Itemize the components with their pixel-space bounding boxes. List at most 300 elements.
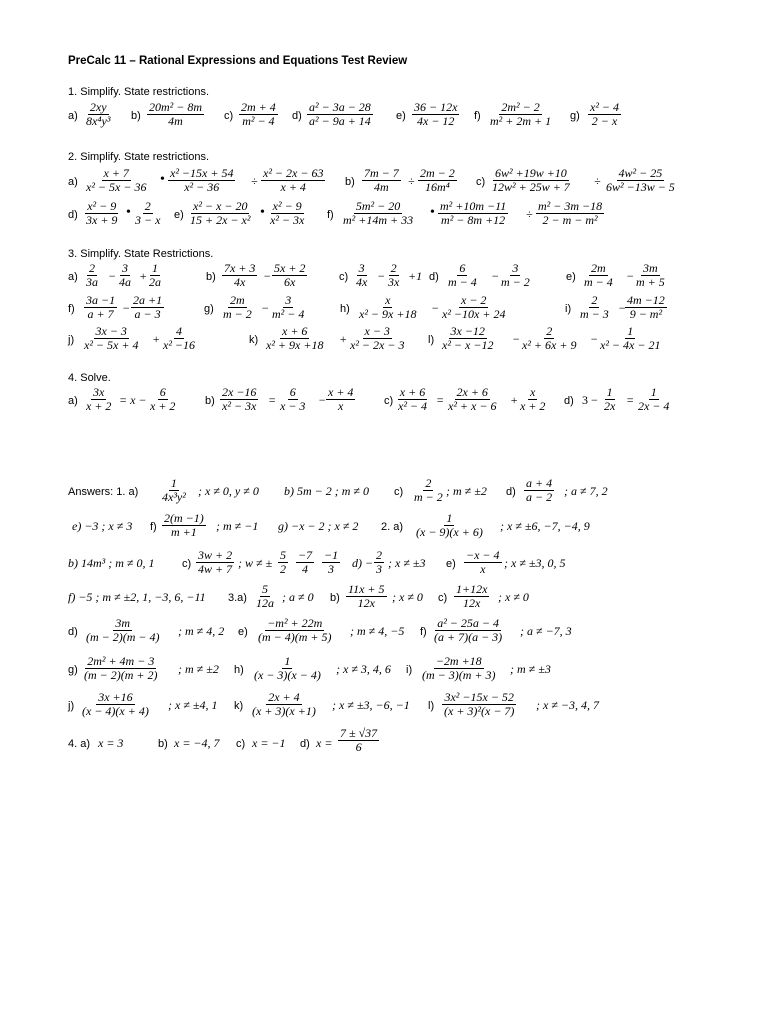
numerator: x² −15x + 54 xyxy=(170,166,234,180)
ans-2c-restriction: ; w ≠ ± xyxy=(238,556,273,570)
section-1-heading: 1. Simplify. State restrictions. xyxy=(68,86,210,98)
q2e-fraction-2 xyxy=(268,200,306,226)
denominator: x − 3 xyxy=(280,398,306,413)
ans-1b: b) 5m − 2 ; m ≠ 0 xyxy=(284,484,370,498)
minus-sign: − xyxy=(122,301,131,315)
numerator: 3x +16 xyxy=(98,690,133,704)
divide-sign: ÷ xyxy=(408,174,415,188)
ans-3g-restriction: ; m ≠ ±2 xyxy=(178,662,219,676)
numerator: 2x + 4 xyxy=(268,690,300,704)
numerator: 7x + 3 xyxy=(224,261,256,275)
denominator: 3 xyxy=(328,561,335,576)
ans-label-3g: g) xyxy=(68,664,78,676)
numerator: 1 xyxy=(170,476,177,490)
q2c-fraction-2 xyxy=(604,167,677,193)
numerator: x + 4 xyxy=(328,385,354,399)
denominator: m − 4 xyxy=(448,274,477,289)
numerator: 1 xyxy=(284,654,291,668)
denominator: x + 2 xyxy=(520,398,546,413)
ans-3f-fraction xyxy=(432,617,504,643)
ans-2b: b) 14m³ ; m ≠ 0, 1 xyxy=(68,556,155,570)
q4d-fraction-2 xyxy=(636,386,671,412)
numerator: x² − x − 20 xyxy=(193,199,248,213)
denominator: (x − 3)(x − 4) xyxy=(254,667,321,682)
denominator: m +1 xyxy=(171,524,197,539)
ans-3k-fraction xyxy=(250,691,318,717)
q4c-fraction-1 xyxy=(396,386,429,412)
numerator: x xyxy=(385,293,391,307)
q3a-fraction-3 xyxy=(147,262,163,288)
denominator: 4x xyxy=(234,274,246,289)
numerator: 3 xyxy=(358,261,365,275)
q3d-fraction-1 xyxy=(446,262,479,288)
ans-4a: x = 3 xyxy=(98,736,124,750)
numerator: 3m xyxy=(643,261,658,275)
q3d-fraction-2 xyxy=(499,262,532,288)
denominator: x² + 6x + 9 xyxy=(522,337,577,352)
q1d-fraction xyxy=(307,101,373,127)
numerator: 2 xyxy=(390,261,397,275)
numerator: 2 xyxy=(376,548,382,562)
denominator: m − 2 xyxy=(501,274,530,289)
ans-3i-fraction xyxy=(420,655,498,681)
q2-label-c: c) xyxy=(476,176,486,188)
numerator: 3 xyxy=(285,293,292,307)
numerator: 2 xyxy=(425,476,432,490)
ans-3j-fraction xyxy=(80,691,151,717)
numerator: 3a −1 xyxy=(86,293,116,307)
ans-1a-restriction: ; x ≠ 0, y ≠ 0 xyxy=(198,484,259,498)
numerator: 4m −12 xyxy=(627,293,665,307)
answers-heading: Answers: 1. a) xyxy=(68,486,139,498)
ans-4d-fraction xyxy=(338,727,379,753)
q2-label-e: e) xyxy=(174,209,184,221)
numerator: 1 xyxy=(650,385,657,399)
denominator: x² − 3x xyxy=(222,398,257,413)
q2d-fraction-2 xyxy=(133,200,162,226)
ans-1a-fraction xyxy=(160,477,188,503)
denominator: (m − 4)(m + 5) xyxy=(258,629,332,644)
denominator: x² − 5x + 4 xyxy=(84,337,139,352)
numerator: 2 xyxy=(591,293,598,307)
ans-3d-fraction xyxy=(84,617,162,643)
ans-label-3k: k) xyxy=(234,700,244,712)
numerator: 2a +1 xyxy=(133,293,163,307)
multiply-dot: • xyxy=(260,205,265,220)
numerator: 5 xyxy=(262,582,268,596)
denominator: 6x xyxy=(284,274,296,289)
numerator: 5m² − 20 xyxy=(355,199,401,213)
minus-sign: − xyxy=(512,332,521,346)
numerator: 6 xyxy=(289,385,296,399)
q2a-fraction-1 xyxy=(84,167,148,193)
denominator: 4m xyxy=(168,113,183,128)
q3e-fraction-1 xyxy=(582,262,615,288)
minus-sign: − xyxy=(377,269,386,283)
q2f-fraction-1 xyxy=(341,200,415,226)
denominator: a² − 9a + 14 xyxy=(309,113,371,128)
q1-label-b: b) xyxy=(131,110,141,122)
denominator: 2x xyxy=(604,398,616,413)
denominator: x² − 4 xyxy=(398,398,428,413)
ans-3b-fraction xyxy=(346,583,387,609)
multiply-dot: • xyxy=(430,205,435,220)
numerator: 4 xyxy=(176,324,183,338)
numerator: 1 xyxy=(152,261,158,275)
ans-label-3f: f) xyxy=(420,626,427,638)
denominator: 12w² + 25w + 7 xyxy=(492,179,570,194)
q4-label-b: b) xyxy=(205,395,215,407)
numerator: −x − 4 xyxy=(466,548,500,562)
numerator: 2m − 2 xyxy=(420,166,455,180)
ans-1f-restriction: ; m ≠ −1 xyxy=(216,519,259,533)
numerator: x + 6 xyxy=(399,385,426,399)
minus-sign: − xyxy=(263,269,272,283)
denominator: a + 7 xyxy=(87,306,114,321)
minus-sign: − xyxy=(618,301,627,315)
q3-label-f: f) xyxy=(68,303,75,315)
ans-1e: e) −3 ; x ≠ 3 xyxy=(72,519,133,533)
multiply-dot: • xyxy=(126,205,131,220)
ans-label-4b: b) xyxy=(158,738,168,750)
denominator: 2a xyxy=(149,274,161,289)
denominator: 15 + 2x − x² xyxy=(190,212,251,227)
plus-sign: + xyxy=(152,332,161,346)
q3c-fraction-1 xyxy=(354,262,369,288)
numerator: x² − 2x − 63 xyxy=(263,166,324,180)
q3a-fraction-2 xyxy=(117,262,133,288)
q4-label-a: a) xyxy=(68,395,78,407)
numerator: 2x + 6 xyxy=(456,385,488,399)
denominator: m² − 8m +12 xyxy=(441,212,506,227)
numerator: m² +10m −11 xyxy=(440,199,507,213)
numerator: −2m +18 xyxy=(435,654,482,668)
plus-sign: + xyxy=(510,393,519,407)
ans-3a-fraction xyxy=(254,583,276,609)
ans-3l-fraction xyxy=(442,691,516,717)
denominator: 3 − x xyxy=(135,212,161,227)
q3h-fraction-2 xyxy=(440,294,507,320)
q2f-fraction-2 xyxy=(438,200,508,226)
ans-3c-restriction: ; x ≠ 0 xyxy=(498,590,529,604)
numerator: 5 xyxy=(280,548,286,562)
q4a-fraction-1 xyxy=(84,386,113,412)
denominator: m² +14m + 33 xyxy=(343,212,414,227)
ans-3e-restriction: ; m ≠ 4, −5 xyxy=(350,624,405,638)
q3c-fraction-2 xyxy=(386,262,401,288)
q1b-fraction xyxy=(147,101,204,127)
plus-sign: + xyxy=(339,332,348,346)
numerator: 2m + 4 xyxy=(241,100,276,114)
ans-1g: g) −x − 2 ; x ≠ 2 xyxy=(278,519,359,533)
denominator: m + 5 xyxy=(636,274,665,289)
numerator: 7 ± √37 xyxy=(340,726,378,740)
numerator: 3 xyxy=(512,261,519,275)
ans-label-2c: c) xyxy=(182,558,192,570)
numerator: 2m² − 2 xyxy=(501,100,540,114)
denominator: x² −10x + 24 xyxy=(442,306,506,321)
denominator: 4 xyxy=(302,561,309,576)
denominator: x² −16 xyxy=(163,337,196,352)
numerator: x² − 9 xyxy=(87,199,117,213)
q3-label-c: c) xyxy=(339,271,349,283)
q2b-fraction-1 xyxy=(362,167,401,193)
divide-sign: ÷ xyxy=(526,207,533,221)
denominator: m − 2 xyxy=(414,489,443,504)
ans-label-4c: c) xyxy=(236,738,246,750)
q2a-fraction-2 xyxy=(168,167,235,193)
q4b-equals: = xyxy=(268,393,277,407)
numerator: x xyxy=(530,385,536,399)
denominator: x xyxy=(480,561,486,576)
denominator: x² + x − 6 xyxy=(448,398,497,413)
q2d-fraction-1 xyxy=(84,200,119,226)
q4d-prefix: 3 − xyxy=(582,393,598,407)
numerator: 3 xyxy=(122,261,128,275)
q3g-fraction-1 xyxy=(221,294,254,320)
ans-label-2a: 2. a) xyxy=(381,521,404,533)
numerator: 2m xyxy=(591,261,606,275)
ans-label-3l: l) xyxy=(428,700,435,712)
ans-label-c: c) xyxy=(394,486,404,498)
denominator: m² − 4 xyxy=(272,306,305,321)
ans-3k-restriction: ; x ≠ ±3, −6, −1 xyxy=(332,698,410,712)
q3k-fraction-1 xyxy=(264,325,325,351)
q3-label-h: h) xyxy=(340,303,350,315)
q3f-fraction-2 xyxy=(131,294,164,320)
denominator: 3x + 9 xyxy=(86,212,118,227)
denominator: 4m xyxy=(374,179,389,194)
q4b-fraction-2 xyxy=(278,386,307,412)
ans-1c-restriction: ; m ≠ ±2 xyxy=(446,484,487,498)
q2-label-d: d) xyxy=(68,209,78,221)
ans-3i-restriction: ; m ≠ ±3 xyxy=(510,662,551,676)
q3i-fraction-2 xyxy=(625,294,667,320)
ans-1f-fraction xyxy=(162,512,206,538)
denominator: 4w + 7 xyxy=(198,561,233,576)
q3a-fraction-1 xyxy=(84,262,100,288)
q2-label-a: a) xyxy=(68,176,78,188)
ans-2a-fraction xyxy=(414,512,485,538)
denominator: (x + 3)²(x − 7) xyxy=(444,703,515,718)
ans-label-3b: b) xyxy=(330,592,340,604)
section-2-heading: 2. Simplify. State restrictions. xyxy=(68,151,210,163)
q3e-fraction-2 xyxy=(634,262,667,288)
numerator: m² − 3m −18 xyxy=(538,199,603,213)
q1-label-d: d) xyxy=(292,110,302,122)
denominator: m² + 2m + 1 xyxy=(490,113,552,128)
ans-label-3d: d) xyxy=(68,626,78,638)
denominator: x² + 9x +18 xyxy=(266,337,324,352)
numerator: 2x −16 xyxy=(222,385,257,399)
q2-label-b: b) xyxy=(345,176,355,188)
numerator: x² − 9 xyxy=(272,199,302,213)
q4b-fraction-1 xyxy=(220,386,258,412)
ans-2e-restriction: ; x ≠ ±3, 0, 5 xyxy=(504,556,566,570)
denominator: 4x³y² xyxy=(162,489,186,504)
q1-label-f: f) xyxy=(474,110,481,122)
q2f-fraction-3 xyxy=(536,200,604,226)
denominator: 6 xyxy=(355,739,362,754)
ans-4b: x = −4, 7 xyxy=(174,736,220,750)
denominator: 2x − 4 xyxy=(638,398,670,413)
numerator: 3x − 3 xyxy=(95,324,127,338)
q3j-fraction-2 xyxy=(161,325,197,351)
numerator: 3w + 2 xyxy=(198,548,233,562)
ans-2c-fraction xyxy=(196,549,234,575)
numerator: a² − 3a − 28 xyxy=(309,100,371,114)
numerator: 2m xyxy=(230,293,245,307)
denominator: x² − 2x − 3 xyxy=(350,337,405,352)
q4d-fraction-1 xyxy=(602,386,617,412)
ans-2d-fraction xyxy=(374,549,384,575)
denominator: x xyxy=(338,398,344,413)
denominator: 9 − m² xyxy=(629,306,663,321)
ans-3h-restriction: ; x ≠ 3, 4, 6 xyxy=(336,662,391,676)
q3-label-l: l) xyxy=(428,334,435,346)
ans-3j-restriction: ; x ≠ ±4, 1 xyxy=(168,698,218,712)
denominator: 4a xyxy=(119,274,131,289)
q2c-fraction-1 xyxy=(490,167,572,193)
q1-label-c: c) xyxy=(224,110,234,122)
denominator: m − 3 xyxy=(580,306,609,321)
q3-label-b: b) xyxy=(206,271,216,283)
q4b-fraction-3 xyxy=(326,386,355,412)
ans-label-3a: 3.a) xyxy=(228,592,247,604)
denominator: 16m⁴ xyxy=(424,179,450,194)
denominator: 6w² −13w − 5 xyxy=(606,179,675,194)
q4-label-d: d) xyxy=(564,395,574,407)
q2a-fraction-3 xyxy=(261,167,325,193)
ans-2c-root-3 xyxy=(322,549,340,575)
multiply-dot: • xyxy=(160,172,165,187)
ans-3b-restriction: ; x ≠ 0 xyxy=(392,590,423,604)
minus-sign: − xyxy=(108,269,117,283)
q4a-middle: = x − xyxy=(119,393,147,407)
denominator: x² − 4x − 21 xyxy=(600,337,661,352)
numerator: 5x + 2 xyxy=(274,261,306,275)
q3b-fraction-1 xyxy=(222,262,257,288)
ans-2e-fraction xyxy=(464,549,502,575)
ans-4d-prefix: x = xyxy=(316,736,333,750)
q1f-fraction xyxy=(488,101,553,127)
denominator: 2 − m − m² xyxy=(542,212,598,227)
q3-label-j: j) xyxy=(68,334,75,346)
denominator: 4x xyxy=(356,274,368,289)
numerator: −m² + 22m xyxy=(267,616,323,630)
q1c-fraction xyxy=(239,101,278,127)
q2e-fraction-1 xyxy=(188,200,252,226)
q3j-fraction-1 xyxy=(82,325,140,351)
ans-label-2e: e) xyxy=(446,558,456,570)
ans-label-3i: i) xyxy=(406,664,413,676)
q1e-fraction xyxy=(412,101,459,127)
numerator: 2xy xyxy=(89,100,107,114)
q2b-fraction-2 xyxy=(418,167,457,193)
numerator: 3m xyxy=(115,616,131,630)
page-title: PreCalc 11 – Rational Expressions and Equations Test Review xyxy=(68,55,408,67)
ans-1d-restriction: ; a ≠ 7, 2 xyxy=(564,484,608,498)
divide-sign: ÷ xyxy=(594,174,601,188)
ans-2c-root-2 xyxy=(296,549,314,575)
numerator: x² − 4 xyxy=(590,100,620,114)
numerator: x − 3 xyxy=(364,324,390,338)
q3b-fraction-2 xyxy=(272,262,307,288)
q3l-fraction-2 xyxy=(520,325,578,351)
q1-label-e: e) xyxy=(396,110,406,122)
denominator: m − 4 xyxy=(584,274,613,289)
q3-label-a: a) xyxy=(68,271,78,283)
q1-label-a: a) xyxy=(68,110,78,122)
q3f-fraction-1 xyxy=(84,294,117,320)
numerator: 1 xyxy=(627,324,634,338)
q3l-fraction-1 xyxy=(440,325,495,351)
q2-label-f: f) xyxy=(327,209,334,221)
numerator: 2 xyxy=(89,261,95,275)
numerator: −1 xyxy=(324,548,339,562)
numerator: a² − 25a − 4 xyxy=(437,616,499,630)
ans-1d-fraction xyxy=(524,477,554,503)
numerator: x − 2 xyxy=(461,293,487,307)
plus-sign: + xyxy=(139,269,148,283)
denominator: x + 4 xyxy=(280,179,306,194)
q3h-fraction-1 xyxy=(357,294,418,320)
ans-label-3h: h) xyxy=(234,664,244,676)
denominator: 4x − 12 xyxy=(417,113,455,128)
ans-label-d: d) xyxy=(506,486,516,498)
ans-label-4d: d) xyxy=(300,738,310,750)
ans-3d-restriction: ; m ≠ 4, 2 xyxy=(178,624,225,638)
ans-2f: f) −5 ; m ≠ ±2, 1, −3, 6, −11 xyxy=(68,590,206,604)
section-3-heading: 3. Simplify. State Restrictions. xyxy=(68,248,214,260)
numerator: 4w² − 25 xyxy=(618,166,663,180)
q3-label-e: e) xyxy=(566,271,576,283)
q4d-equals: = xyxy=(626,393,635,407)
ans-2d-prefix: d) − xyxy=(352,556,374,570)
numerator: 2m² + 4m − 3 xyxy=(87,654,155,668)
q4a-fraction-2 xyxy=(148,386,177,412)
denominator: x + 2 xyxy=(86,398,112,413)
denominator: x + 2 xyxy=(150,398,176,413)
ans-1c-fraction xyxy=(412,477,445,503)
denominator: 12x xyxy=(357,595,375,610)
ans-4c: x = −1 xyxy=(252,736,286,750)
ans-label-4a: 4. a) xyxy=(68,738,91,750)
numerator: 2 xyxy=(144,199,151,213)
denominator: x² − 3x xyxy=(270,212,305,227)
q3-label-k: k) xyxy=(249,334,259,346)
q3l-fraction-3 xyxy=(598,325,662,351)
ans-label-3c: c) xyxy=(438,592,448,604)
denominator: m² − 4 xyxy=(242,113,275,128)
q3g-fraction-2 xyxy=(270,294,306,320)
denominator: 3x xyxy=(388,274,400,289)
numerator: 2(m −1) xyxy=(164,511,204,525)
minus-sign: − xyxy=(431,301,440,315)
numerator: 6 xyxy=(159,385,166,399)
numerator: 7m − 7 xyxy=(364,166,399,180)
q3-label-i: i) xyxy=(565,303,572,315)
denominator: x² − 36 xyxy=(184,179,220,194)
ans-3h-fraction xyxy=(252,655,323,681)
q4c-fraction-3 xyxy=(518,386,547,412)
numerator: 11x + 5 xyxy=(348,582,385,596)
denominator: 3a xyxy=(86,274,98,289)
denominator: x² − 9x +18 xyxy=(359,306,417,321)
denominator: 12a xyxy=(256,595,274,610)
ans-label-f: f) xyxy=(150,521,157,533)
denominator: (x + 3)(x +1) xyxy=(252,703,316,718)
